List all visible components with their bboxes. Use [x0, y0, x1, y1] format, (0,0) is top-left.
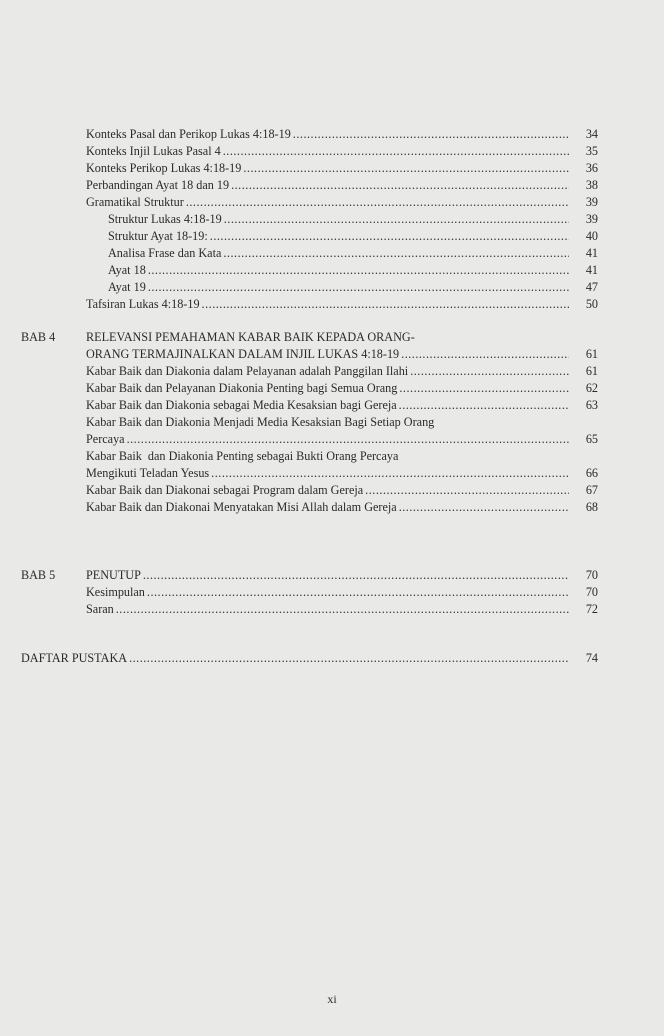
toc-entry[interactable]	[0, 160, 664, 176]
toc-entry-line1[interactable]	[0, 448, 664, 464]
toc-entry-page: 68	[585, 500, 598, 514]
toc-entry-page: 67	[585, 483, 598, 497]
toc-entry[interactable]	[0, 380, 664, 396]
leader-dots	[401, 346, 569, 362]
leader-dots	[399, 380, 569, 396]
toc-entry-title-line1: Kabar Baik dan Diakonia Menjadi Media Kesaksian Bagi Setiap Orang	[86, 415, 435, 429]
leader-dots	[148, 279, 569, 295]
toc-entry-title: Kabar Baik dan Diakonia sebagai Media Kesaksian bagi Gereja	[86, 398, 397, 412]
toc-entry[interactable]	[0, 499, 664, 515]
toc-entry-page: 62	[585, 381, 598, 395]
leader-dots	[223, 143, 569, 159]
toc-entry-page: 40	[585, 229, 598, 243]
toc-entry-title: Kesimpulan	[86, 585, 145, 599]
leader-dots	[147, 584, 569, 600]
toc-entry-title: DAFTAR PUSTAKA	[21, 651, 128, 665]
chapter-title-line1: RELEVANSI PEMAHAMAN KABAR BAIK KEPADA ORANG-	[86, 330, 415, 344]
toc-entry-title: Perbandingan Ayat 18 dan 19	[86, 178, 230, 192]
toc-entry-line1[interactable]	[0, 414, 664, 430]
toc-entry-line2[interactable]	[0, 431, 664, 447]
toc-entry-page: 65	[585, 432, 598, 446]
toc-entry-page: 41	[585, 246, 598, 260]
toc-entry-title: Konteks Pasal dan Perikop Lukas 4:18-19	[86, 127, 291, 141]
toc-entry-title: Kabar Baik dan Diakonia dalam Pelayanan adalah Panggilan Ilahi	[86, 364, 409, 378]
toc-entry[interactable]	[0, 482, 664, 498]
toc-entry-title-line2: Percaya	[86, 432, 125, 446]
toc-subentry[interactable]	[0, 262, 664, 278]
toc-entry-page: 63	[585, 398, 598, 412]
chapter-heading-bab5[interactable]	[0, 567, 664, 583]
toc-entry-page: 35	[585, 144, 598, 158]
leader-dots	[224, 211, 569, 227]
toc-entry-page: 70	[585, 585, 598, 599]
leader-dots	[211, 465, 569, 481]
toc-entry-title: Ayat 19	[108, 280, 146, 294]
toc-subentry[interactable]	[0, 245, 664, 261]
chapter-label: BAB 4	[21, 330, 56, 344]
toc-entry[interactable]	[0, 363, 664, 379]
leader-dots	[186, 194, 569, 210]
leader-dots	[223, 245, 569, 261]
page-number: xi	[327, 992, 337, 1006]
leader-dots	[399, 397, 569, 413]
toc-subentry[interactable]	[0, 228, 664, 244]
chapter-heading-bab4[interactable]	[0, 329, 664, 345]
toc-entry-title: Ayat 18	[108, 263, 146, 277]
toc-subentry[interactable]	[0, 211, 664, 227]
toc-entry[interactable]	[0, 177, 664, 193]
toc-entry-title: Konteks Injil Lukas Pasal 4	[86, 144, 221, 158]
toc-entry-daftar-pustaka[interactable]	[0, 650, 664, 666]
toc-entry-title: Kabar Baik dan Diakonai sebagai Program dalam Gereja	[86, 483, 364, 497]
chapter-title: PENUTUP	[86, 568, 141, 582]
toc-entry-page: 61	[585, 364, 598, 378]
leader-dots	[202, 296, 569, 312]
toc-entry[interactable]	[0, 126, 664, 142]
toc-subentry[interactable]	[0, 279, 664, 295]
chapter-title-line2: ORANG TERMAJINALKAN DALAM INJIL LUKAS 4:18-19	[86, 347, 400, 361]
toc-entry-title: Struktur Lukas 4:18-19	[108, 212, 222, 226]
toc-entry-title: Konteks Perikop Lukas 4:18-19	[86, 161, 242, 175]
chapter-label: BAB 5	[21, 568, 56, 582]
toc-entry-title: Analisa Frase dan Kata	[108, 246, 222, 260]
toc-entry-line2[interactable]	[0, 465, 664, 481]
toc-entry-title: Kabar Baik dan Pelayanan Diakonia Penting bagi Semua Orang	[86, 381, 398, 395]
leader-dots	[210, 228, 569, 244]
toc-entry-title-line1: Kabar Baik dan Diakonia Penting sebagai Bukti Orang Percaya	[86, 449, 399, 463]
toc-entry-page: 74	[585, 651, 598, 665]
toc-entry-page: 39	[585, 195, 598, 209]
toc-entry-page: 34	[585, 127, 598, 141]
toc-entry-title: Tafsiran Lukas 4:18-19	[86, 297, 200, 311]
toc-entry-title: Kabar Baik dan Diakonai Menyatakan Misi Allah dalam Gereja	[86, 500, 397, 514]
toc-entry[interactable]	[0, 194, 664, 210]
toc-entry[interactable]	[0, 584, 664, 600]
toc-entry-page: 47	[585, 280, 598, 294]
toc-entry-title-line2: Mengikuti Teladan Yesus	[86, 466, 210, 480]
toc-entry-page: 38	[585, 178, 598, 192]
leader-dots	[243, 160, 569, 176]
toc-entry-page: 70	[585, 568, 598, 582]
leader-dots	[399, 499, 569, 515]
toc-entry[interactable]	[0, 143, 664, 159]
toc-entry-page: 41	[585, 263, 598, 277]
leader-dots	[129, 650, 569, 666]
toc-entry-title: Struktur Ayat 18-19:	[108, 229, 208, 243]
toc-entry-title: Saran	[86, 602, 114, 616]
toc-entry-page: 72	[585, 602, 598, 616]
toc-entry[interactable]	[0, 601, 664, 617]
leader-dots	[410, 363, 569, 379]
toc-entry-page: 39	[585, 212, 598, 226]
leader-dots	[231, 177, 569, 193]
leader-dots	[293, 126, 569, 142]
chapter-heading-bab4-line2[interactable]	[0, 346, 664, 362]
leader-dots	[127, 431, 569, 447]
toc-entry[interactable]	[0, 296, 664, 312]
leader-dots	[116, 601, 569, 617]
toc-entry-title: Gramatikal Struktur	[86, 195, 184, 209]
toc-entry[interactable]	[0, 397, 664, 413]
toc-entry-page: 50	[585, 297, 598, 311]
leader-dots	[143, 567, 569, 583]
leader-dots	[148, 262, 569, 278]
leader-dots	[365, 482, 569, 498]
toc-entry-page: 61	[585, 347, 598, 361]
toc-entry-page: 36	[585, 161, 598, 175]
toc-entry-page: 66	[585, 466, 598, 480]
